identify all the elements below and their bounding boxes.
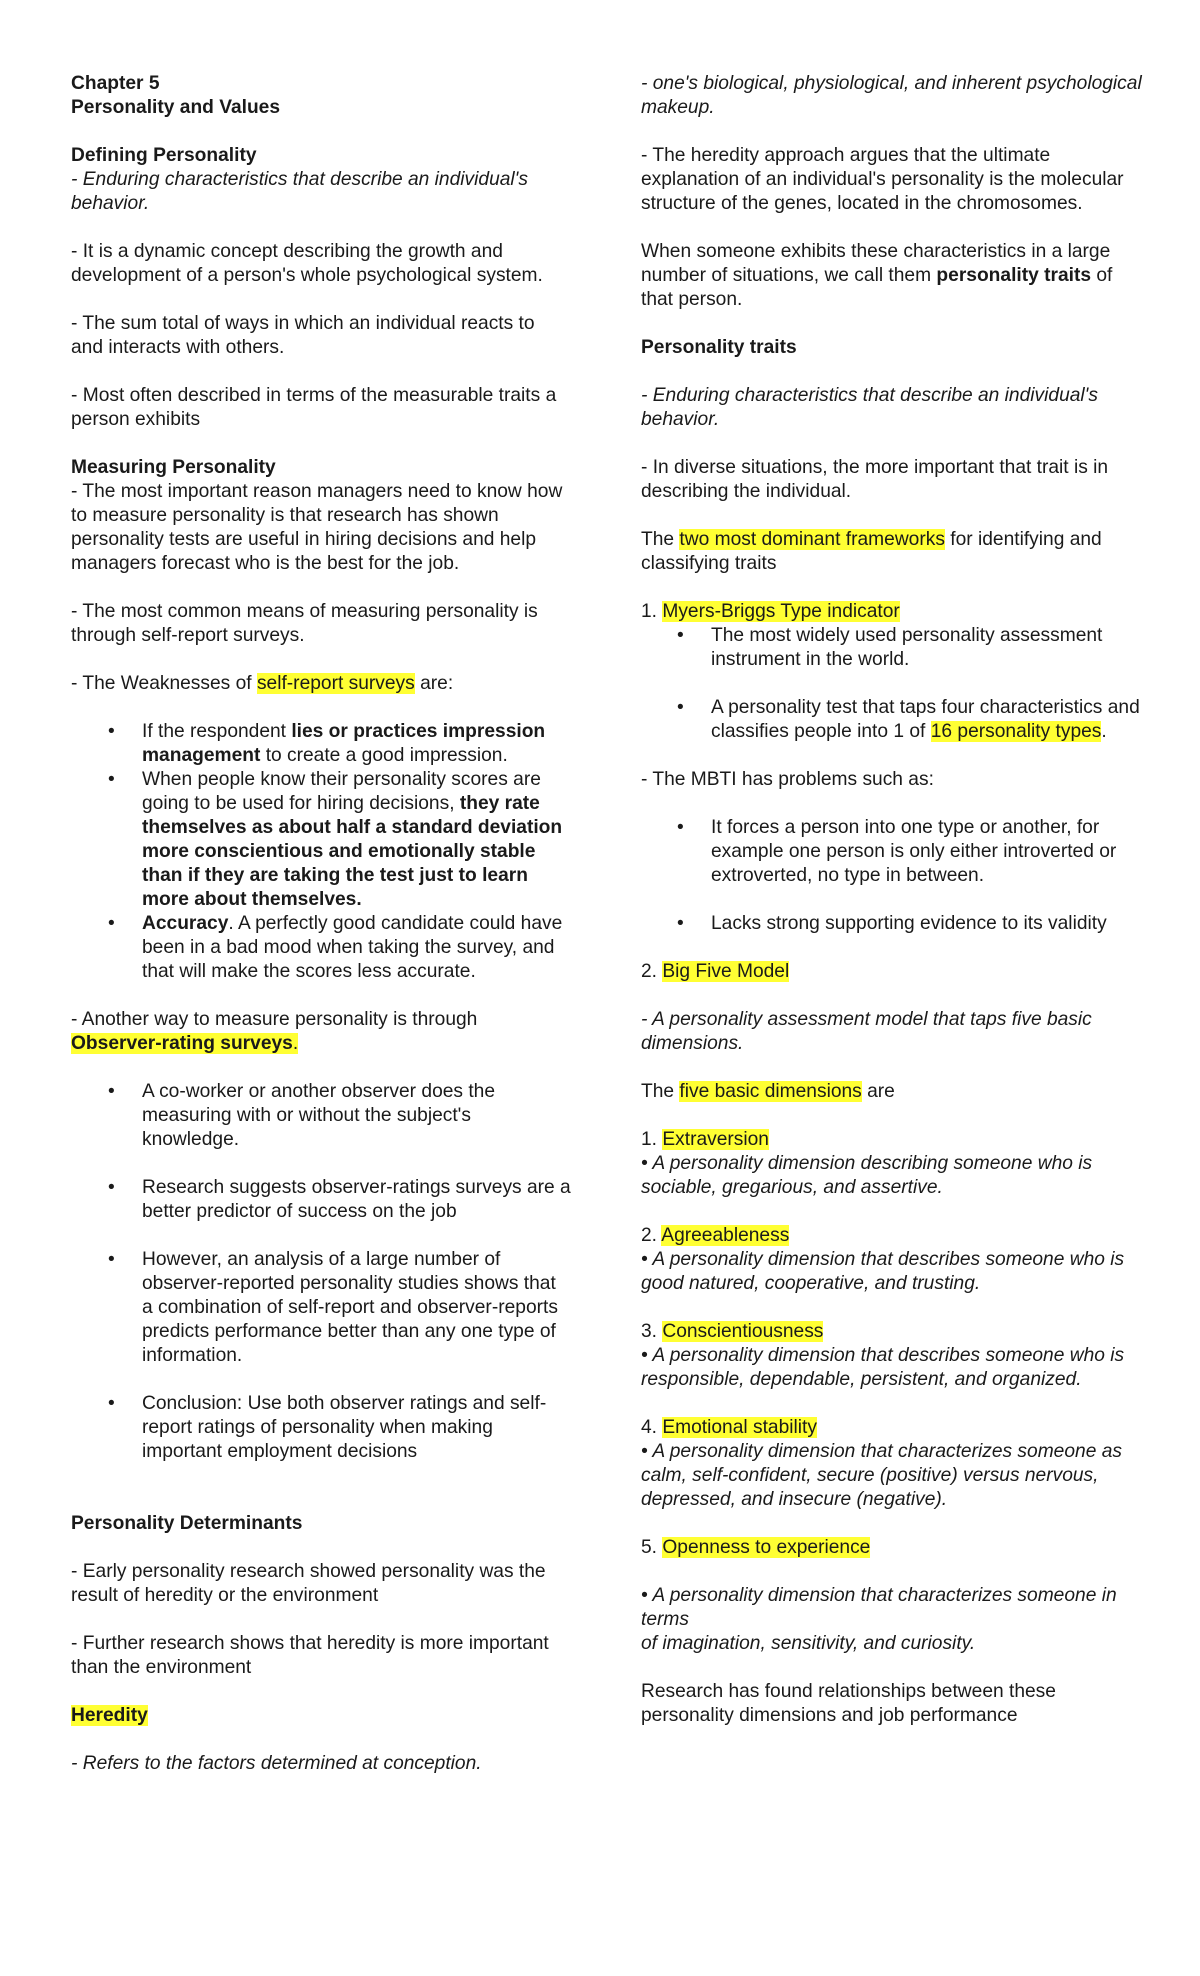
list-item (677, 816, 1146, 888)
bullet-icon: • (677, 697, 684, 718)
list-item-text: Lacks strong supporting evidence to its validity (711, 913, 1107, 934)
list-item-text: A personality test that taps four characteristics and classifies people into 1 of (711, 697, 1140, 742)
dimension-4 (641, 1416, 1146, 1440)
dimension-1 (641, 1128, 1146, 1152)
heading-heredity (71, 1704, 571, 1728)
right-column (641, 72, 1146, 1728)
weaknesses-list (71, 720, 571, 984)
list-item-bold: they rate themselves as about half a standard deviation more conscientious and emotionally stable than if they are taking the test just to learn more about themselves. (142, 793, 563, 910)
bullet-icon: • (108, 913, 115, 934)
dimensions-intro-text: The (641, 1081, 680, 1102)
bullet-icon: • (108, 721, 115, 742)
mbti-list (641, 624, 1146, 744)
heading-defining-personality: Defining Personality (71, 145, 257, 166)
mbti-problems-intro: - The MBTI has problems such as: (641, 769, 934, 790)
list-item-text: . (1101, 721, 1107, 742)
dimension-3-definition: • A personality dimension that describes someone who is responsible, dependable, persistent, and organized. (641, 1345, 1125, 1390)
bullet-icon: • (108, 1393, 115, 1414)
dimension-5-definition-b: of imagination, sensitivity, and curiosity. (641, 1633, 976, 1654)
left-column (71, 72, 571, 1776)
list-item-text: . A perfectly good candidate could have been in a bad mood when taking the survey, and that will make the scores less accurate. (142, 913, 563, 982)
framework-big-five (641, 960, 1146, 984)
list-item (108, 720, 571, 768)
chapter-number: Chapter 5 (71, 73, 160, 94)
observer-intro-end: . (292, 1033, 299, 1054)
dimension-2-definition: • A personality dimension that describes someone who is good natured, cooperative, and trusting. (641, 1249, 1125, 1294)
frameworks-intro-text: The (641, 529, 680, 550)
traits-intro-bold: personality traits (936, 265, 1092, 286)
dimensions-intro-end: are (861, 1081, 895, 1102)
defining-paragraph-1: - It is a dynamic concept describing the growth and development of a person's whole psychological system. (71, 241, 543, 286)
highlight-frameworks: two most dominant frameworks (679, 529, 945, 550)
observer-intro-text: - Another way to measure personality is through (71, 1009, 478, 1030)
dimensions-intro (641, 1080, 1146, 1104)
traits-paragraph: - In diverse situations, the more important that trait is in describing the individual. (641, 457, 1109, 502)
list-item (108, 1080, 571, 1152)
bullet-icon: • (677, 817, 684, 838)
list-item-bold: Accuracy (142, 913, 229, 934)
framework-mbti (641, 600, 1146, 624)
list-item (677, 912, 1146, 936)
research-conclusion: Research has found relationships between these personality dimensions and job performance (641, 1681, 1056, 1726)
list-number: 4. (641, 1417, 663, 1438)
highlight-16-types: 16 personality types (930, 721, 1102, 742)
observer-intro (71, 1008, 571, 1056)
list-item-text: If the respondent (142, 721, 292, 742)
list-item (108, 768, 571, 912)
traits-intro-text: When someone exhibits these characteristics in a large number of situations, we call them (641, 241, 1111, 286)
highlight-openness: Openness to experience (662, 1537, 871, 1558)
list-number: 1. (641, 1129, 663, 1150)
highlight-heredity: Heredity (71, 1705, 148, 1726)
traits-intro (641, 240, 1146, 312)
measuring-paragraph-2: - The most common means of measuring personality is through self-report surveys. (71, 601, 538, 646)
chapter-title: Personality and Values (71, 97, 281, 118)
weaknesses-intro (71, 672, 571, 696)
list-item-text: Conclusion: Use both observer ratings and self-report ratings of personality when making important employment decisions (142, 1393, 547, 1462)
heredity-makeup: - one's biological, physiological, and inherent psychological makeup. (641, 73, 1142, 118)
list-item (108, 1176, 571, 1224)
list-item-bold: lies or practices impression management (142, 721, 546, 766)
dimension-5 (641, 1536, 1146, 1560)
traits-intro-end: of that person. (641, 265, 1113, 310)
frameworks-intro-end: for identifying and classifying traits (641, 529, 1102, 574)
dimension-3 (641, 1320, 1146, 1344)
dimension-2 (641, 1224, 1146, 1248)
highlight-observer-rating-surveys: Observer-rating surveys (71, 1033, 293, 1054)
list-number: 2. (641, 961, 663, 982)
defining-paragraph-3: - Most often described in terms of the measurable traits a person exhibits (71, 385, 557, 430)
list-number: 3. (641, 1321, 663, 1342)
highlight-agreeableness: Agreeableness (661, 1225, 790, 1246)
bullet-icon: • (108, 1081, 115, 1102)
mbti-problems-list (641, 816, 1146, 936)
highlight-extraversion: Extraversion (662, 1129, 769, 1150)
list-item-text: A co-worker or another observer does the measuring with or without the subject's knowledge. (142, 1081, 496, 1150)
heredity-definition: - Refers to the factors determined at conception. (71, 1753, 482, 1774)
highlight-self-report-surveys: self-report surveys (256, 673, 415, 694)
dimension-5-definition-a: • A personality dimension that characterizes someone in terms (641, 1585, 1117, 1630)
weaknesses-intro-end: are: (414, 673, 454, 694)
defining-paragraph-2: - The sum total of ways in which an individual reacts to and interacts with others. (71, 313, 535, 358)
frameworks-intro (641, 528, 1146, 576)
bullet-icon: • (108, 1249, 115, 1270)
defining-definition: - Enduring characteristics that describe an individual's behavior. (71, 169, 528, 214)
list-item (677, 696, 1146, 744)
list-item-text: Research suggests observer-ratings surveys are a better predictor of success on the job (142, 1177, 571, 1222)
bullet-icon: • (677, 913, 684, 934)
list-item (677, 624, 1146, 672)
list-item-text: When people know their personality scores are going to be used for hiring decisions, (142, 769, 541, 814)
list-item (108, 1392, 571, 1464)
determinants-paragraph-2: - Further research shows that heredity is more important than the environment (71, 1633, 549, 1678)
bullet-icon: • (108, 769, 115, 790)
heredity-approach: - The heredity approach argues that the ultimate explanation of an individual's personality is the molecular structure of the genes, located in the chromosomes. (641, 145, 1124, 214)
list-item-text: to create a good impression. (260, 745, 508, 766)
measuring-paragraph-1: - The most important reason managers need to know how to measure personality is that research has shown personality tests are useful in hiring decisions and help managers forecast who is the best for the job. (71, 481, 563, 574)
weaknesses-intro-text: - The Weaknesses of (71, 673, 257, 694)
highlight-conscientiousness: Conscientiousness (662, 1321, 824, 1342)
list-number: 1. (641, 601, 663, 622)
highlight-five-dimensions: five basic dimensions (679, 1081, 862, 1102)
list-item-text: It forces a person into one type or another, for example one person is only either introverted or extroverted, no type in between. (711, 817, 1117, 886)
determinants-paragraph-1: - Early personality research showed personality was the result of heredity or the environment (71, 1561, 546, 1606)
highlight-big-five: Big Five Model (662, 961, 790, 982)
highlight-mbti: Myers-Briggs Type indicator (662, 601, 900, 622)
highlight-emotional-stability: Emotional stability (662, 1417, 817, 1438)
list-item (108, 1248, 571, 1368)
bullet-icon: • (677, 625, 684, 646)
heading-personality-determinants: Personality Determinants (71, 1513, 303, 1534)
list-number: 2. (641, 1225, 662, 1246)
observer-list (71, 1080, 571, 1464)
dimension-1-definition: • A personality dimension describing someone who is sociable, gregarious, and assertive. (641, 1153, 1093, 1198)
big-five-definition: - A personality assessment model that taps five basic dimensions. (641, 1009, 1092, 1054)
bullet-icon: • (108, 1177, 115, 1198)
heading-personality-traits: Personality traits (641, 337, 797, 358)
list-item-text: However, an analysis of a large number of observer-reported personality studies shows that a combination of self-report and observer-reports predicts performance better than any one type of information. (142, 1249, 558, 1366)
dimension-4-definition: • A personality dimension that characterizes someone as calm, self-confident, secure (positive) versus nervous, depressed, and insecure (negative). (641, 1441, 1122, 1510)
traits-definition: - Enduring characteristics that describe an individual's behavior. (641, 385, 1098, 430)
list-item (108, 912, 571, 984)
list-number: 5. (641, 1537, 663, 1558)
heading-measuring-personality: Measuring Personality (71, 457, 276, 478)
list-item-text: The most widely used personality assessment instrument in the world. (711, 625, 1103, 670)
